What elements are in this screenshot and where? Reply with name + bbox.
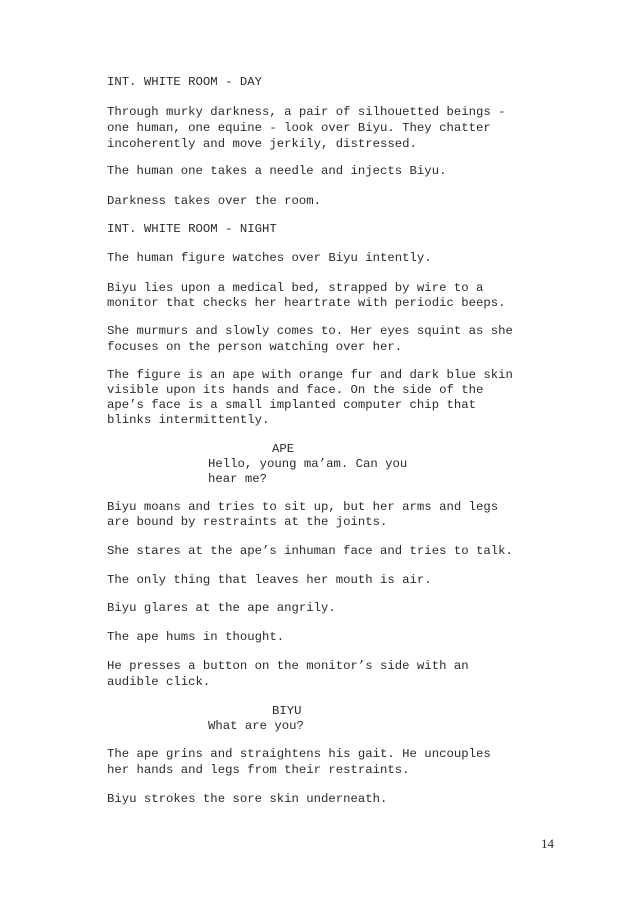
- action-line: The ape hums in thought.: [107, 630, 285, 644]
- action-line: audible click.: [107, 675, 211, 689]
- dialogue-line: What are you?: [208, 719, 304, 733]
- action-line: The figure is an ape with orange fur and dark blue skin: [107, 368, 513, 382]
- action-line: ape’s face is a small implanted computer chip that: [107, 398, 476, 412]
- action-line: visible upon its hands and face. On the side of the: [107, 383, 484, 397]
- action-line: Biyu moans and tries to sit up, but her arms and legs: [107, 500, 499, 514]
- page-number: 14: [541, 836, 554, 851]
- action-line: Through murky darkness, a pair of silhouetted beings -: [107, 105, 506, 119]
- action-line: Darkness takes over the room.: [107, 194, 322, 208]
- action-line: Biyu strokes the sore skin underneath.: [107, 792, 388, 806]
- action-line: monitor that checks her heartrate with periodic beeps.: [107, 296, 506, 310]
- dialogue-line: hear me?: [208, 472, 268, 486]
- action-line: focuses on the person watching over her.: [107, 340, 403, 354]
- action-line: are bound by restraints at the joints.: [107, 515, 388, 529]
- action-line: She stares at the ape’s inhuman face and tries to talk.: [107, 544, 513, 558]
- action-line: her hands and legs from their restraints.: [107, 763, 410, 777]
- action-line: blinks intermittently.: [107, 413, 270, 427]
- action-line: The human figure watches over Biyu intently.: [107, 251, 432, 265]
- scene-heading: INT. WHITE ROOM - NIGHT: [107, 222, 277, 236]
- action-line: Biyu glares at the ape angrily.: [107, 601, 336, 615]
- action-line: The only thing that leaves her mouth is air.: [107, 573, 432, 587]
- dialogue-line: Hello, young ma’am. Can you: [208, 457, 408, 471]
- action-line: Biyu lies upon a medical bed, strapped by wire to a: [107, 281, 484, 295]
- action-line: The ape grins and straightens his gait. He uncouples: [107, 747, 491, 761]
- character-name: APE: [272, 442, 295, 456]
- character-name: BIYU: [272, 704, 302, 718]
- action-line: incoherently and move jerkily, distressed.: [107, 137, 417, 151]
- action-line: He presses a button on the monitor’s side with an: [107, 659, 469, 673]
- scene-heading: INT. WHITE ROOM - DAY: [107, 75, 262, 89]
- action-line: The human one takes a needle and injects Biyu.: [107, 164, 447, 178]
- action-line: She murmurs and slowly comes to. Her eyes squint as she: [107, 324, 513, 338]
- action-line: one human, one equine - look over Biyu. They chatter: [107, 121, 491, 135]
